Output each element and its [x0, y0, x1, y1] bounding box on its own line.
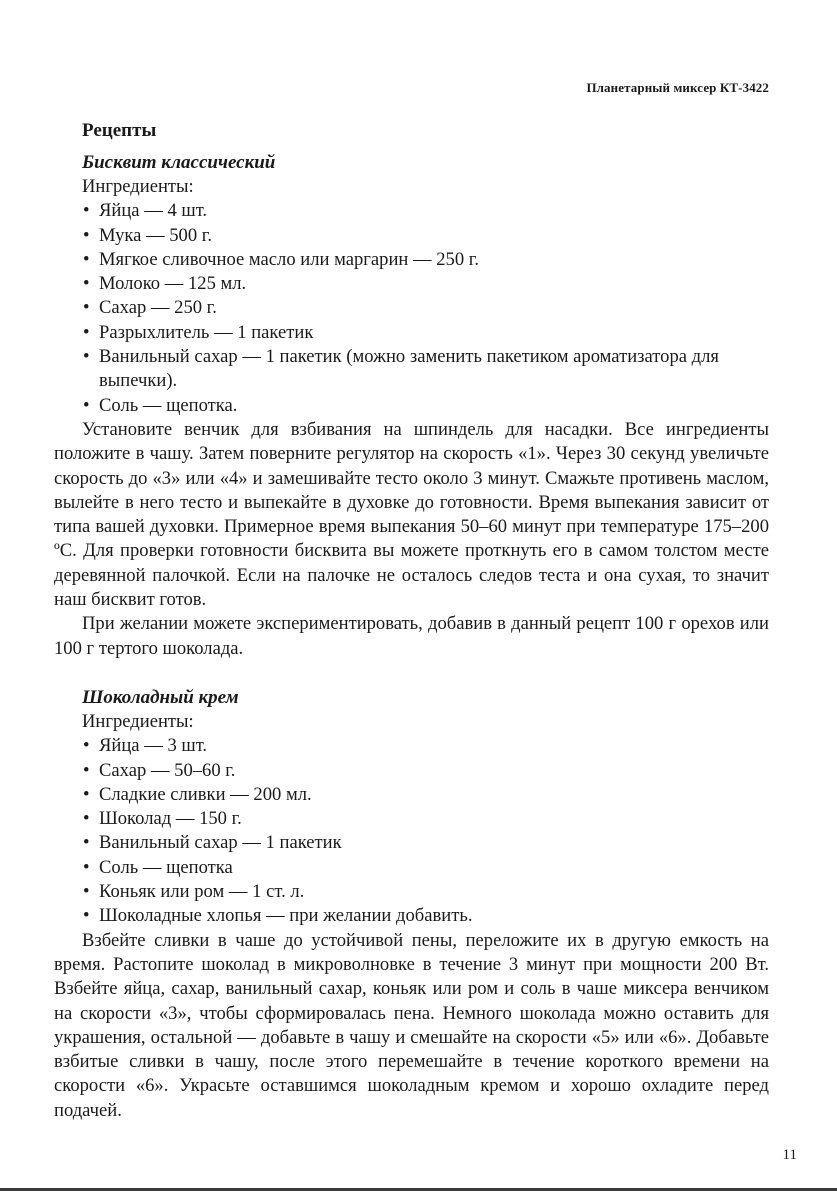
- bullet-icon: •: [83, 321, 90, 343]
- bullet-icon: •: [83, 735, 90, 757]
- list-item: • Яйца — 4 шт.: [54, 199, 769, 223]
- list-item: • Молоко — 125 мл.: [54, 272, 769, 296]
- list-item: • Ванильный сахар — 1 пакетик (можно заменить пакетиком ароматизатора для выпечки).: [83, 346, 719, 392]
- list-item: • Сахар — 250 г.: [54, 296, 769, 320]
- section-gap: [54, 661, 769, 685]
- recipe-title: Бисквит классический: [82, 152, 276, 173]
- page-content: [54, 116, 769, 1123]
- bullet-icon: •: [83, 856, 90, 878]
- list-item: • Разрыхлитель — 1 пакетик: [54, 321, 769, 345]
- ingredients-label: Ингредиенты:: [82, 710, 194, 732]
- recipe-note: При желании можете экспериментировать, добавив в данный рецепт 100 г орехов или 100 г тертого шоколада.: [54, 613, 769, 659]
- bullet-icon: •: [83, 759, 90, 781]
- bullet-icon: •: [83, 783, 90, 805]
- recipe-sponge-cake: [54, 150, 769, 661]
- recipe-instructions: Установите венчик для взбивания на шпиндель для насадки. Все ингредиенты положите в чашу. Затем поверните регулятор на скорость «1». Через 30 секунд увеличьте скорость до «3» или «4» и замешивайте тесто около 3 минут. Смажьте противень маслом, вылейте в него тесто и выпекайте в духовке до готовности. Время выпекания зависит от типа вашей духовки. Примерное время выпекания 50–60 минут при температуре 175–200 ºС. Для проверки готовности бисквита вы можете проткнуть его в самом толстом месте деревянной палочкой. Если на палочке не осталось следов теста и она сухая, то значит наш бисквит готов.: [54, 418, 769, 611]
- running-header: Планетарный миксер КТ-3422: [586, 80, 769, 95]
- page-number: 11: [782, 1147, 797, 1163]
- list-item: • Яйца — 3 шт.: [54, 734, 769, 758]
- list-item: • Шоколад — 150 г.: [54, 807, 769, 831]
- bullet-icon: •: [83, 832, 90, 854]
- ingredients-list: [54, 734, 769, 928]
- list-item: • Коньяк или ром — 1 ст. л.: [54, 880, 769, 904]
- bullet-icon: •: [83, 881, 90, 903]
- list-item: • Соль — щепотка.: [54, 394, 769, 418]
- bullet-icon: •: [83, 297, 90, 319]
- bullet-icon: •: [83, 273, 90, 295]
- list-item: • Сладкие сливки — 200 мл.: [54, 783, 769, 807]
- list-item: • Сахар — 50–60 г.: [54, 759, 769, 783]
- list-item: • Ванильный сахар — 1 пакетик: [54, 831, 769, 855]
- recipe-instructions: Взбейте сливки в чаше до устойчивой пены, переложите их в другую емкость на время. Растопите шоколад в микроволновке в течение 3 минут при мощности 200 Вт. Взбейте яйца, сахар, ванильный сахар, коньяк или ром и соль в чаше миксера венчиком на скорости «3», чтобы сформировалась пена. Немного шоколада можно оставить для украшения, остальной — добавьте в чашу и смешайте на скорости «5» или «6». Добавьте взбитые сливки в чашу, после этого перемешайте в течение короткого времени на скорости «6». Украсьте оставшимся шоколадным кремом и хорошо охладите перед подачей.: [54, 929, 769, 1121]
- bullet-icon: •: [83, 224, 90, 246]
- bullet-icon: •: [83, 248, 90, 270]
- section-title: Рецепты: [82, 120, 157, 141]
- ingredients-label: Ингредиенты:: [82, 176, 194, 197]
- ingredients-list: [54, 199, 769, 418]
- bullet-icon: •: [83, 346, 90, 368]
- page-bottom-rule: [0, 1188, 837, 1191]
- list-item: • Шоколадные хлопья — при желании добавить.: [54, 904, 769, 928]
- recipe-chocolate-cream: [54, 685, 769, 1123]
- bullet-icon: •: [83, 905, 90, 927]
- list-item: • Мягкое сливочное масло или маргарин — 250 г.: [54, 248, 769, 272]
- list-item: • Соль — щепотка: [54, 856, 769, 880]
- bullet-icon: •: [83, 394, 90, 416]
- bullet-icon: •: [83, 808, 90, 830]
- recipe-title: Шоколадный крем: [82, 686, 239, 708]
- bullet-icon: •: [83, 200, 90, 222]
- list-item: • Мука — 500 г.: [54, 224, 769, 248]
